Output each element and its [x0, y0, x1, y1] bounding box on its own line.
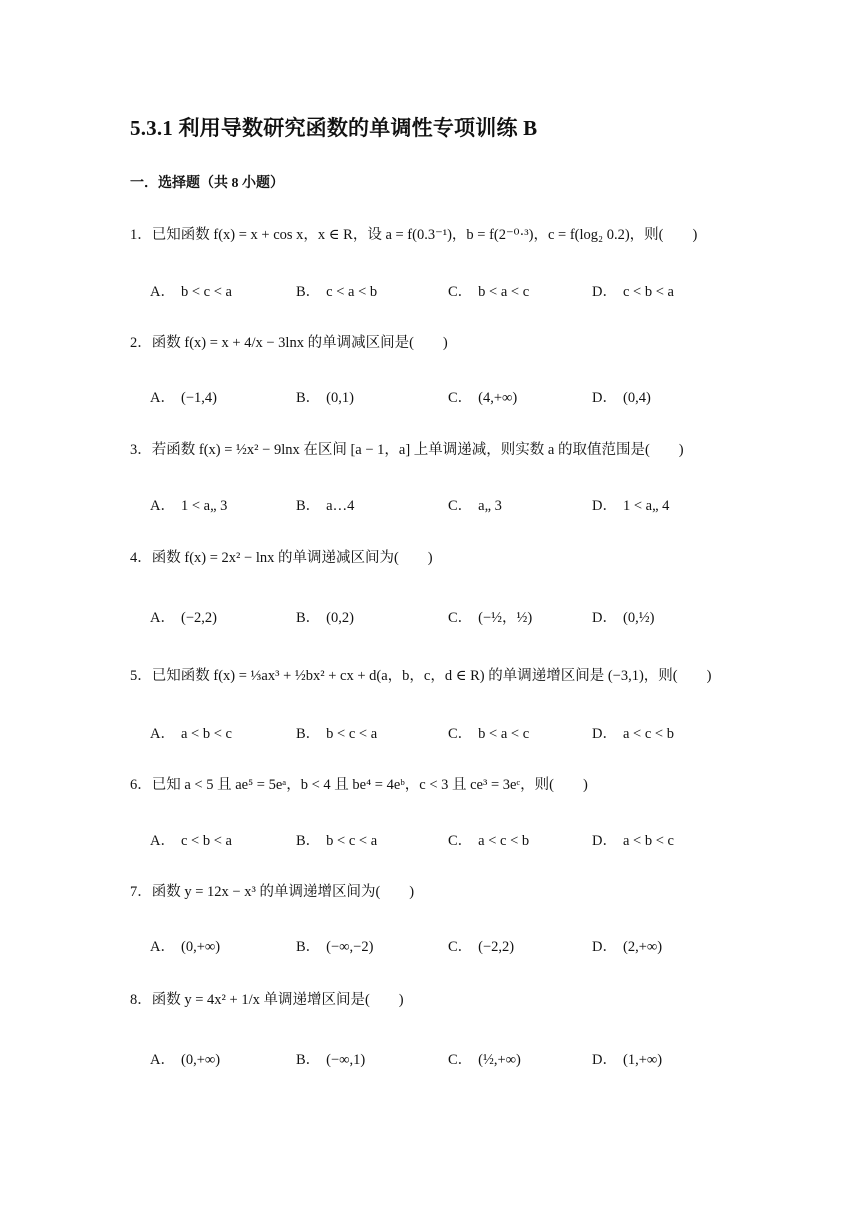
option-b[interactable]: B． (−∞,1): [296, 1052, 366, 1068]
question-stem: 5．已知函数 f(x) = ⅓ax³ + ½bx² + cx + d(a，b，c，d ∈ R) 的单调递增区间是 (−3,1)，则( ): [130, 668, 712, 684]
option-b[interactable]: B． b < c < a: [296, 833, 378, 849]
option-c[interactable]: C． a„ 3: [448, 498, 502, 514]
option-b[interactable]: B． c < a < b: [296, 284, 378, 300]
option-c[interactable]: C． (−2,2): [448, 939, 515, 955]
question-stem: 4．函数 f(x) = 2x² − lnx 的单调递减区间为( ): [130, 550, 433, 566]
section-heading: 一．选择题（共 8 小题）: [130, 176, 284, 191]
option-d[interactable]: D． (0,4): [592, 390, 651, 406]
question-stem: 8．函数 y = 4x² + 1/x 单调递增区间是( ): [130, 992, 404, 1008]
question-stem: 6．已知 a < 5 且 ae⁵ = 5eᵃ，b < 4 且 be⁴ = 4eᵇ，c < 3 且 ce³ = 3eᶜ，则( ): [130, 777, 588, 793]
option-a[interactable]: A． c < b < a: [150, 833, 232, 849]
option-c[interactable]: C． (½,+∞): [448, 1052, 521, 1068]
option-b[interactable]: B． b < c < a: [296, 726, 378, 742]
question-stem: 3．若函数 f(x) = ½x² − 9lnx 在区间 [a − 1，a] 上单调递减，则实数 a 的取值范围是( ): [130, 442, 684, 458]
option-a[interactable]: A． 1 < a„ 3: [150, 498, 228, 514]
option-c[interactable]: C． (−½，½): [448, 610, 533, 626]
document-title: 5.3.1 利用导数研究函数的单调性专项训练 B: [130, 116, 538, 140]
options-row: [150, 935, 770, 957]
option-b[interactable]: B． (0,1): [296, 390, 354, 406]
question-stem: 7．函数 y = 12x − x³ 的单调递增区间为( ): [130, 884, 415, 900]
question-stem: 1．已知函数 f(x) = x + cos x，x ∈ R，设 a = f(0.3⁻¹)，b = f(2⁻⁰·³)，c = f(log₂ 0.2)，则( ): [130, 227, 698, 243]
option-c[interactable]: C． b < a < c: [448, 726, 530, 742]
option-c[interactable]: C． (4,+∞): [448, 390, 518, 406]
option-b[interactable]: B． (0,2): [296, 610, 354, 626]
options-row: [150, 722, 770, 744]
option-a[interactable]: A． (0,+∞): [150, 1052, 221, 1068]
option-d[interactable]: D． (2,+∞): [592, 939, 663, 955]
option-a[interactable]: A． (0,+∞): [150, 939, 221, 955]
options-row: [150, 829, 770, 851]
options-row: [150, 1048, 770, 1070]
option-a[interactable]: A． a < b < c: [150, 726, 232, 742]
option-a[interactable]: A． (−2,2): [150, 610, 217, 626]
option-d[interactable]: D． (1,+∞): [592, 1052, 663, 1068]
option-a[interactable]: A． (−1,4): [150, 390, 217, 406]
option-d[interactable]: D． 1 < a„ 4: [592, 498, 670, 514]
options-row: [150, 280, 770, 302]
option-a[interactable]: A． b < c < a: [150, 284, 232, 300]
question-stem: 2．函数 f(x) = x + 4/x − 3lnx 的单调减区间是( ): [130, 335, 448, 351]
option-d[interactable]: D． a < c < b: [592, 726, 674, 742]
options-row: [150, 606, 770, 628]
options-row: [150, 494, 770, 516]
options-row: [150, 386, 770, 408]
option-b[interactable]: B． a…4: [296, 498, 355, 514]
option-c[interactable]: C． a < c < b: [448, 833, 530, 849]
option-d[interactable]: D． c < b < a: [592, 284, 674, 300]
option-c[interactable]: C． b < a < c: [448, 284, 530, 300]
option-d[interactable]: D． (0,½): [592, 610, 655, 626]
option-b[interactable]: B． (−∞,−2): [296, 939, 374, 955]
option-d[interactable]: D． a < b < c: [592, 833, 674, 849]
